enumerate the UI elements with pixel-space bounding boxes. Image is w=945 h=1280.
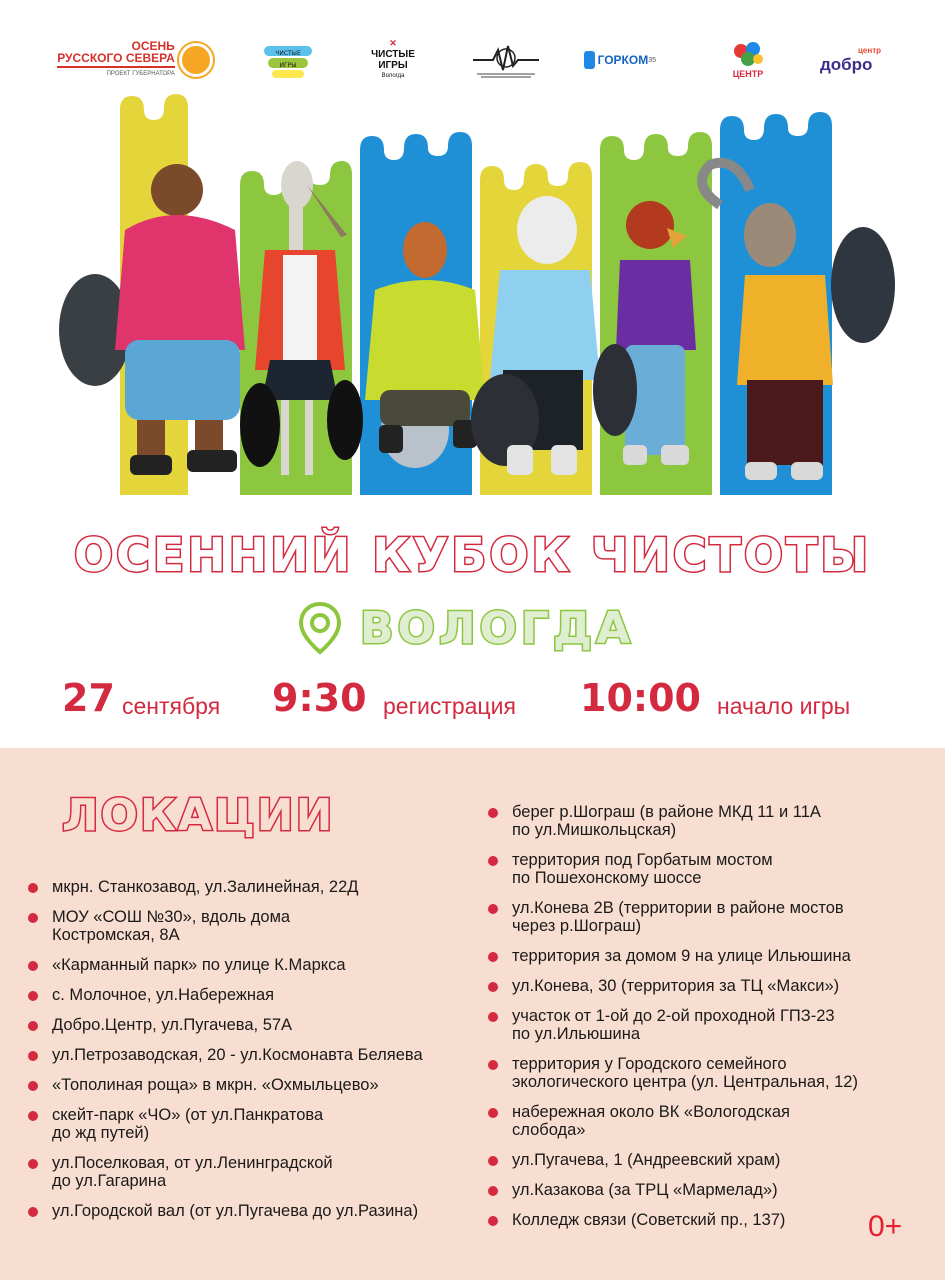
bullet-icon <box>488 1186 498 1196</box>
bullet-icon <box>488 1156 498 1166</box>
bullet-icon <box>488 1216 498 1226</box>
bullet-icon <box>488 1060 498 1070</box>
location-item: ул.Поселковая, от ул.Ленинградской до ул.Гагарина <box>28 1154 488 1190</box>
location-item: МОУ «СОШ №30», вдоль дома Костромская, 8А <box>28 908 488 944</box>
location-item: участок от 1-ой до 2-ой проходной ГПЗ-23 по ул.Ильюшина <box>488 1007 928 1043</box>
date-month: сентября <box>122 693 221 719</box>
location-item: ул.Петрозаводская, 20 - ул.Космонавта Беляева <box>28 1046 488 1064</box>
registration-label: регистрация <box>383 693 516 719</box>
bullet-icon <box>488 808 498 818</box>
location-item: Колледж связи (Советский пр., 137) <box>488 1211 928 1229</box>
dobro-label: добро <box>820 54 873 74</box>
family-icon <box>731 41 765 69</box>
locations-right-column <box>488 803 928 1229</box>
bullet-icon <box>28 961 38 971</box>
location-item: берег р.Шограш (в районе МКД 11 и 11А по ул.Мишкольцская) <box>488 803 928 839</box>
registration-time: 9:30 <box>272 676 367 720</box>
city-row <box>298 600 634 656</box>
family-center-logo <box>716 30 780 90</box>
clean-games-colored-logo <box>262 30 314 90</box>
autumn-logo-line3: ПРОЕКТ ГУБЕРНАТОРА <box>57 66 175 80</box>
bullet-icon <box>488 1012 498 1022</box>
locations-heading: ЛОКАЦИИ <box>62 790 335 841</box>
age-rating-badge: 0+ <box>868 1210 903 1243</box>
bullet-icon <box>28 991 38 1001</box>
event-title: ОСЕННИЙ КУБОК ЧИСТОТЫ <box>73 528 872 582</box>
location-item: территория под Горбатым мостом по Пошехонскому шоссе <box>488 851 928 887</box>
sun-icon <box>179 43 213 77</box>
bullet-icon <box>28 1021 38 1031</box>
bullet-icon <box>28 913 38 923</box>
clean-games-line1: ЧИСТЫЕ <box>371 49 415 60</box>
partner-logos <box>0 30 945 90</box>
bullet-icon <box>28 1081 38 1091</box>
svg-text:ЧИСТЫЕ: ЧИСТЫЕ <box>275 50 301 57</box>
location-item: территория у Городского семейного экологического центра (ул. Центральная, 12) <box>488 1055 928 1091</box>
location-item: Добро.Центр, ул.Пугачева, 57А <box>28 1016 488 1034</box>
location-item: с. Молочное, ул.Набережная <box>28 986 488 1004</box>
schedule-row <box>0 676 945 720</box>
location-item: ул.Казакова (за ТРЦ «Мармелад») <box>488 1181 928 1199</box>
bullet-icon <box>488 1108 498 1118</box>
location-item: ул.Конева 2В (территории в районе мостов через р.Шограш) <box>488 899 928 935</box>
city-name: ВОЛОГДА <box>360 602 635 654</box>
location-item: «Тополиная роща» в мкрн. «Охмыльцево» <box>28 1076 488 1094</box>
location-item: «Карманный парк» по улице К.Маркса <box>28 956 488 974</box>
autumn-north-logo <box>50 30 220 90</box>
clean-games-line3: Вологда <box>381 73 405 79</box>
dobro-center-label: центр <box>858 45 882 55</box>
center-label: ЦЕНТР <box>732 69 764 79</box>
start-time: 10:00 <box>580 676 701 720</box>
location-item: набережная около ВК «Вологодская слобода» <box>488 1103 928 1139</box>
bullet-icon <box>28 1111 38 1121</box>
start-label: начало игры <box>717 693 851 719</box>
bullet-icon <box>488 904 498 914</box>
location-pin-icon <box>298 601 342 655</box>
location-item: ул.Городской вал (от ул.Пугачева до ул.Разина) <box>28 1202 488 1220</box>
location-item: мкрн. Станкозавод, ул.Залинейная, 22Д <box>28 878 488 896</box>
locations-left-column <box>28 878 488 1220</box>
x-mark-icon: ✕ <box>389 38 397 48</box>
youth-department-logo <box>466 30 546 90</box>
date-number: 27 <box>62 676 115 720</box>
bullet-icon <box>28 883 38 893</box>
characters-illustration <box>55 90 900 495</box>
clean-games-line2: ИГРЫ <box>378 60 408 71</box>
autumn-logo-line1: ОСЕНЬ <box>131 39 175 53</box>
clean-games-vologda-logo <box>368 30 418 90</box>
location-item: территория за домом 9 на улице Ильюшина <box>488 947 928 965</box>
bullet-icon <box>28 1159 38 1169</box>
bullet-icon <box>28 1207 38 1217</box>
svg-text:ИГРЫ: ИГРЫ <box>279 62 297 69</box>
heartbeat-icon <box>471 40 541 80</box>
location-item: скейт-парк «ЧО» (от ул.Панкратова до жд путей) <box>28 1106 488 1142</box>
location-item: ул.Конева, 30 (территория за ТЦ «Макси») <box>488 977 928 995</box>
gorkom-g-icon <box>584 51 595 69</box>
bullet-icon <box>488 952 498 962</box>
gorkom-sup: 35 <box>648 56 656 64</box>
gorkom-logo <box>584 30 656 90</box>
gorkom-label: ГОРКОМ <box>597 53 649 67</box>
bullet-icon <box>488 982 498 992</box>
autumn-logo-line2: РУССКОГО СЕВЕРА <box>57 51 175 65</box>
bullet-icon <box>488 856 498 866</box>
bullet-icon <box>28 1051 38 1061</box>
location-item: ул.Пугачева, 1 (Андреевский храм) <box>488 1151 928 1169</box>
dobro-center-logo <box>820 30 898 90</box>
